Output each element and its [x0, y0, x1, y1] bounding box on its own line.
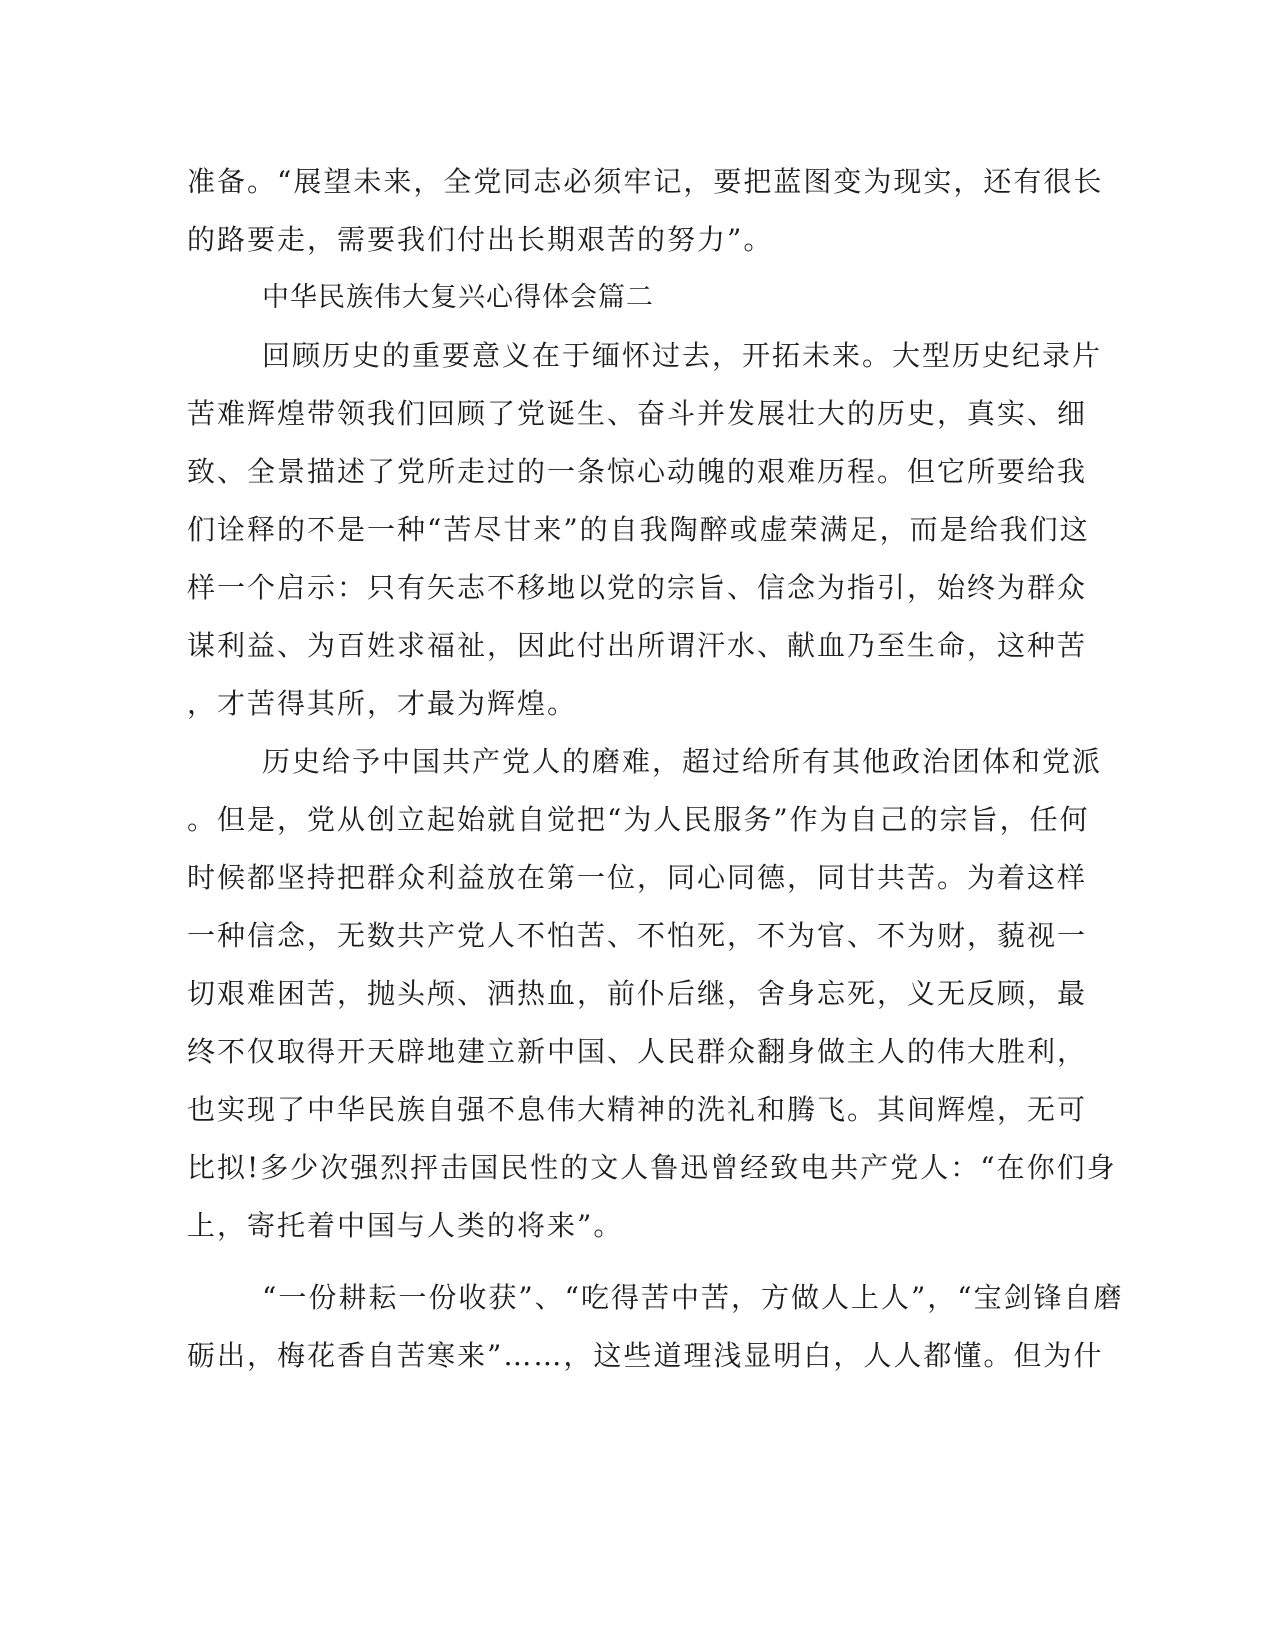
text-line: 一种信念，无数共产党人不怕苦、不怕死，不为官、不为财，藐视一 — [187, 919, 1088, 952]
text-line: 终不仅取得开天辟地建立新中国、人民群众翻身做主人的伟大胜利， — [187, 1035, 1088, 1068]
text-line: 。但是，党从创立起始就自觉把“为人民服务”作为自己的宗旨，任何 — [187, 803, 1090, 836]
text-line: 们诠释的不是一种“苦尽甘来”的自我陶醉或虚荣满足，而是给我们这 — [187, 513, 1090, 546]
text-line: ，才苦得其所，才最为辉煌。 — [187, 687, 578, 720]
text-line: 也实现了中华民族自强不息伟大精神的洗礼和腾飞。其间辉煌，无可 — [187, 1093, 1088, 1126]
text-line: 谋利益、为百姓求福祉，因此付出所谓汗水、献血乃至生命，这种苦 — [187, 629, 1088, 662]
text-line: 的路要走，需要我们付出长期艰苦的努力”。 — [187, 223, 774, 256]
text-line: “一份耕耘一份收获”、“吃得苦中苦，方做人上人”，“宝剑锋自磨 — [262, 1281, 1124, 1314]
text-line: 致、全景描述了党所走过的一条惊心动魄的艰难历程。但它所要给我 — [187, 455, 1088, 488]
text-line: 砺出，梅花香自苦寒来”……，这些道理浅显明白，人人都懂。但为什 — [187, 1339, 1104, 1372]
text-line: 样一个启示：只有矢志不移地以党的宗旨、信念为指引，始终为群众 — [187, 571, 1088, 604]
text-line: 历史给予中国共产党人的磨难，超过给所有其他政治团体和党派 — [262, 745, 1103, 778]
text-line: 切艰难困苦，抛头颅、洒热血，前仆后继，舍身忘死，义无反顾，最 — [187, 977, 1088, 1010]
section-title: 中华民族伟大复兴心得体会篇二 — [262, 282, 654, 313]
text-line: 准备。“展望未来，全党同志必须牢记，要把蓝图变为现实，还有很长 — [187, 165, 1104, 198]
text-line: 比拟!多少次强烈抨击国民性的文人鲁迅曾经致电共产党人：“在你们身 — [187, 1151, 1117, 1184]
text-line: 回顾历史的重要意义在于缅怀过去，开拓未来。大型历史纪录片 — [262, 339, 1103, 372]
text-line: 上，寄托着中国与人类的将来”。 — [187, 1209, 624, 1242]
text-line: 苦难辉煌带领我们回顾了党诞生、奋斗并发展壮大的历史，真实、细 — [187, 397, 1088, 430]
text-line: 时候都坚持把群众利益放在第一位，同心同德，同甘共苦。为着这样 — [187, 861, 1088, 894]
